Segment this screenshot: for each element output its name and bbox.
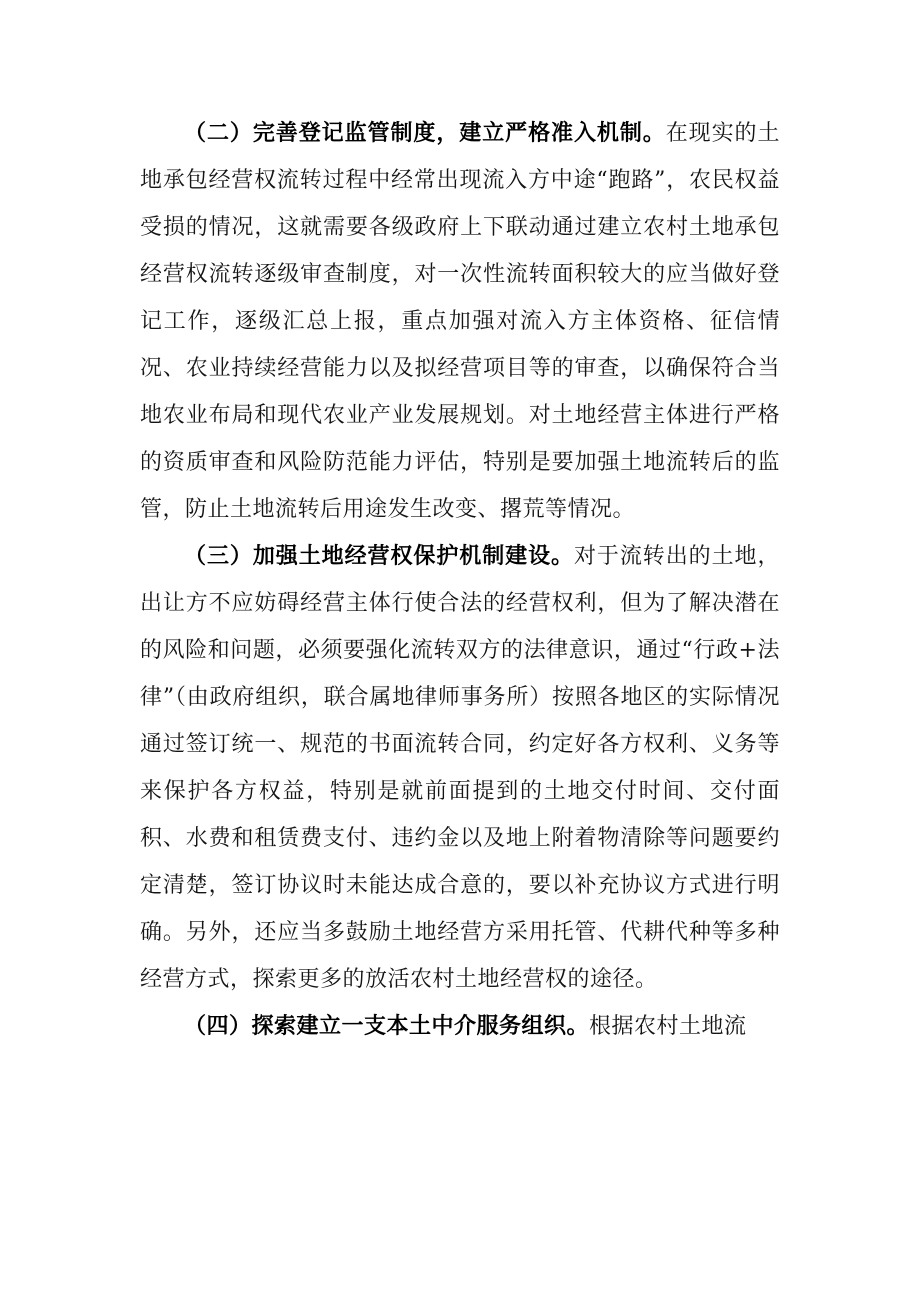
paragraph-2-body: 在现实的土地承包经营权流转过程中经常出现流入方中途“跑路”，农民权益受损的情况，这就需要各级政府上下联动通过建立农村土地承包经营权流转逐级审查制度，对一次性流转面积较大的应当做好登记工作，逐级汇总上报，重点加强对流入方主体资格、征信情况、农业持续经营能力以及拟经营项目等的审查，以确保符合当地农业布局和现代农业产业发展规划。对土地经营主体进行严格的资质审查和风险防范能力评估，特别是要加强土地流转后的监管，防止土地流转后用途发生改变、撂荒等情况。: [140, 121, 780, 522]
paragraph-4-heading: （四）探索建立一支本土中介服务组织。: [184, 1014, 590, 1039]
paragraph-4: [140, 1003, 780, 1050]
paragraph-3-heading: （三）加强土地经营权保护机制建设。: [184, 544, 574, 569]
paragraph-4-body: 根据农村土地流: [589, 1014, 747, 1039]
paragraph-2: [140, 110, 780, 533]
paragraph-3-body: 对于流转出的土地，出让方不应妨碍经营主体行使合法的经营权利，但为了解决潜在的风险和问题，必须要强化流转双方的法律意识，通过“行政+法律”（由政府组织，联合属地律师事务所）按照各地区的实际情况通过签订统一、规范的书面流转合同，约定好各方权利、义务等来保护各方权益，特别是就前面提到的土地交付时间、交付面积、水费和租赁费支付、违约金以及地上附着物清除等问题要约定清楚，签订协议时未能达成合意的，要以补充协议方式进行明确。另外，还应当多鼓励土地经营方采用托管、代耕代种等多种经营方式，探索更多的放活农村土地经营权的途径。: [140, 544, 780, 992]
paragraph-3: [140, 533, 780, 1003]
document-body: [140, 110, 780, 1050]
paragraph-2-heading: （二）完善登记监管制度，建立严格准入机制。: [184, 121, 666, 146]
